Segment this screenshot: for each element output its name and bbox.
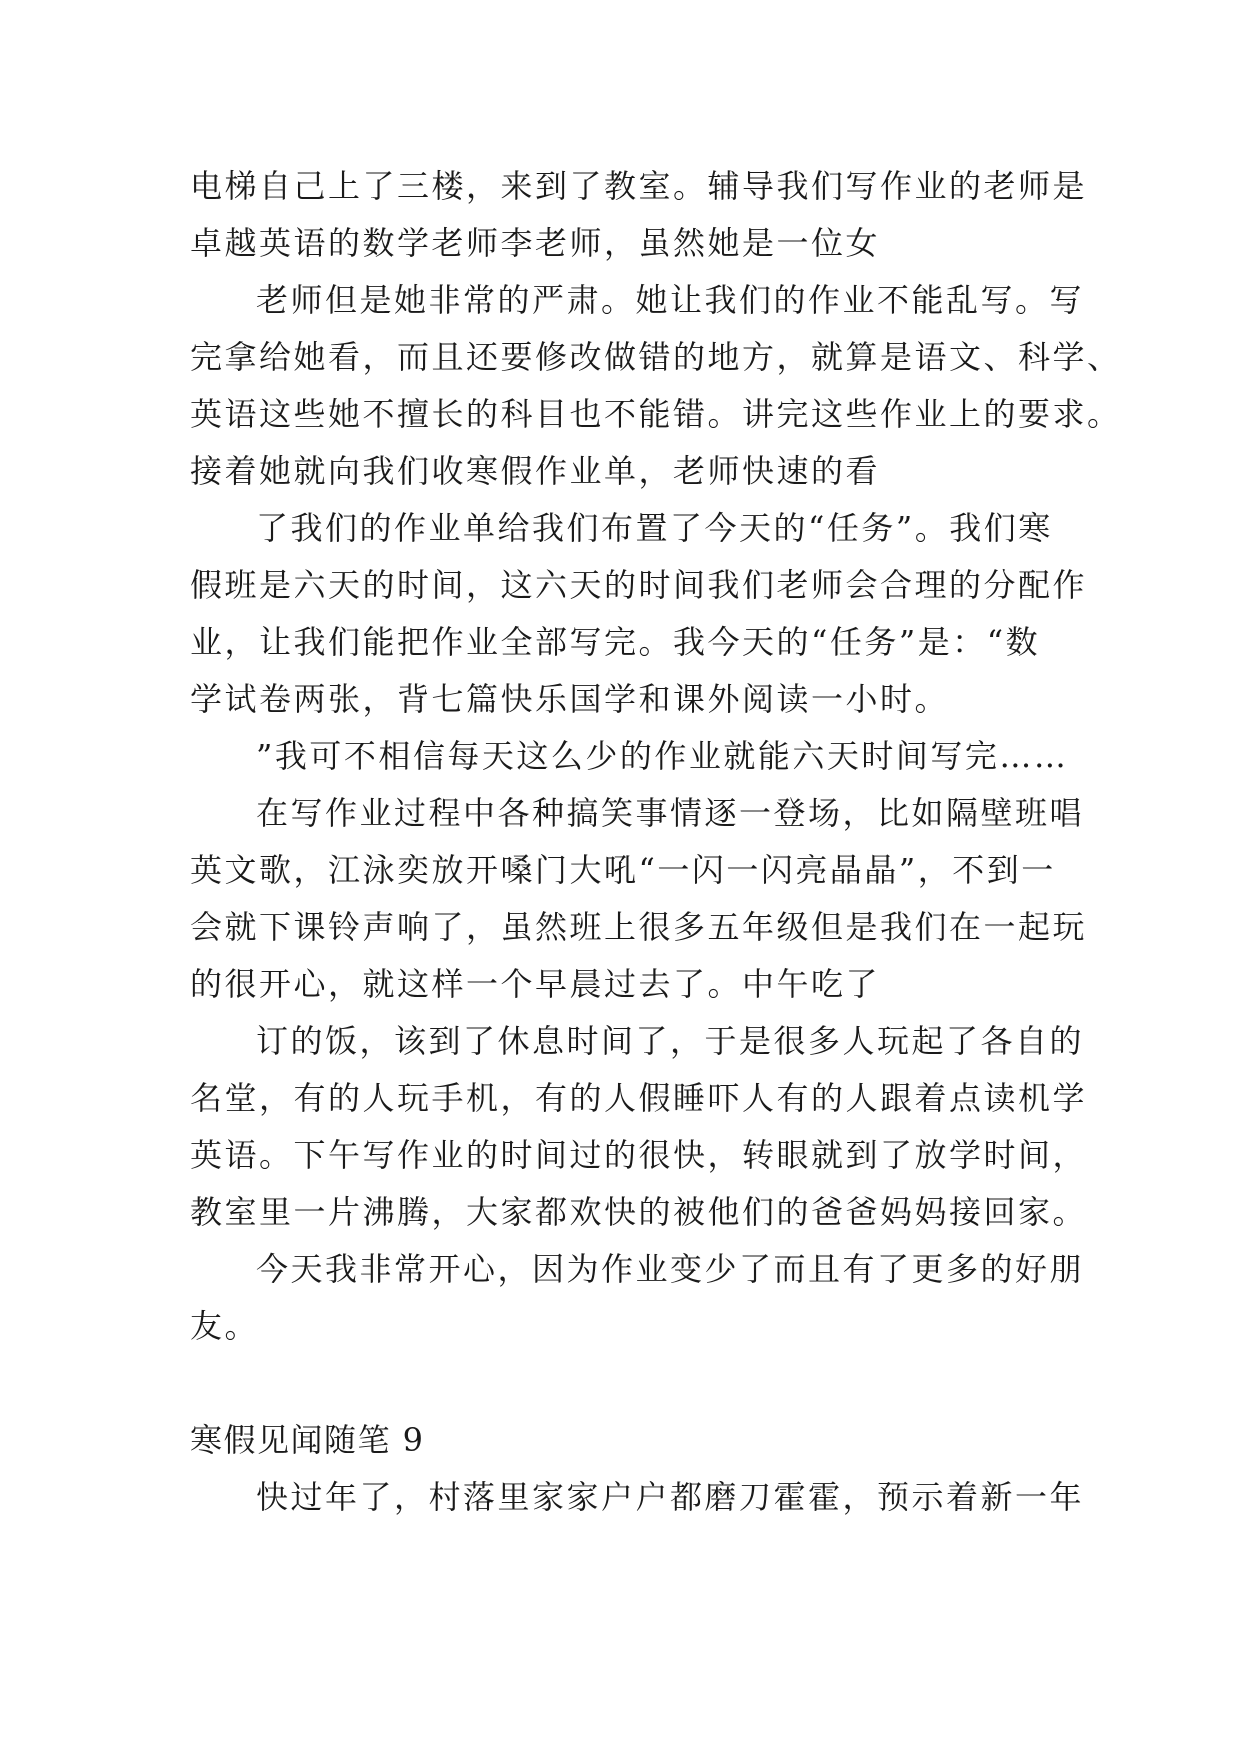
text-line: 英语。下午写作业的时间过的很快，转眼就到了放学时间， xyxy=(190,1136,1088,1174)
text-line: 老师但是她非常的严肃。她让我们的作业不能乱写。写 xyxy=(256,281,1085,319)
text-line: 会就下课铃声响了，虽然班上很多五年级但是我们在一起玩 xyxy=(190,908,1088,946)
text-line: 今天我非常开心，因为作业变少了而且有了更多的好朋 xyxy=(256,1250,1085,1288)
text-line: 学试卷两张，背七篇快乐国学和课外阅读一小时。 xyxy=(190,680,950,718)
text-line: 业，让我们能把作业全部写完。我今天的“任务”是：“数 xyxy=(190,623,1041,661)
text-line: 的很开心，就这样一个早晨过去了。中午吃了 xyxy=(190,965,881,1003)
text-line: 接着她就向我们收寒假作业单，老师快速的看 xyxy=(190,452,881,490)
text-line: 名堂，有的人玩手机，有的人假睡吓人有的人跟着点读机学 xyxy=(190,1079,1088,1117)
text-line: 完拿给她看，而且还要修改做错的地方，就算是语文、科学、 xyxy=(190,338,1122,376)
text-line: 卓越英语的数学老师李老师，虽然她是一位女 xyxy=(190,224,881,262)
text-line: 在写作业过程中各种搞笑事情逐一登场，比如隔壁班唱 xyxy=(256,794,1085,832)
text-line: 友。 xyxy=(190,1307,260,1345)
text-line: ”我可不相信每天这么少的作业就能六天时间写完…… xyxy=(256,737,1069,775)
text-line: 英文歌，江泳奕放开嗓门大吼“一闪一闪亮晶晶”，不到一 xyxy=(190,851,1056,889)
section-title: 寒假见闻随笔 9 xyxy=(190,1421,425,1459)
text-line: 英语这些她不擅长的科目也不能错。讲完这些作业上的要求。 xyxy=(190,395,1122,433)
text-line: 了我们的作业单给我们布置了今天的“任务”。我们寒 xyxy=(256,509,1053,547)
text-line: 假班是六天的时间，这六天的时间我们老师会合理的分配作 xyxy=(190,566,1088,604)
text-line: 教室里一片沸腾，大家都欢快的被他们的爸爸妈妈接回家。 xyxy=(190,1193,1088,1231)
text-line: 快过年了，村落里家家户户都磨刀霍霍，预示着新一年 xyxy=(256,1478,1085,1516)
text-line: 订的饭，该到了休息时间了，于是很多人玩起了各自的 xyxy=(256,1022,1085,1060)
text-line: 电梯自己上了三楼，来到了教室。辅导我们写作业的老师是 xyxy=(190,167,1088,205)
